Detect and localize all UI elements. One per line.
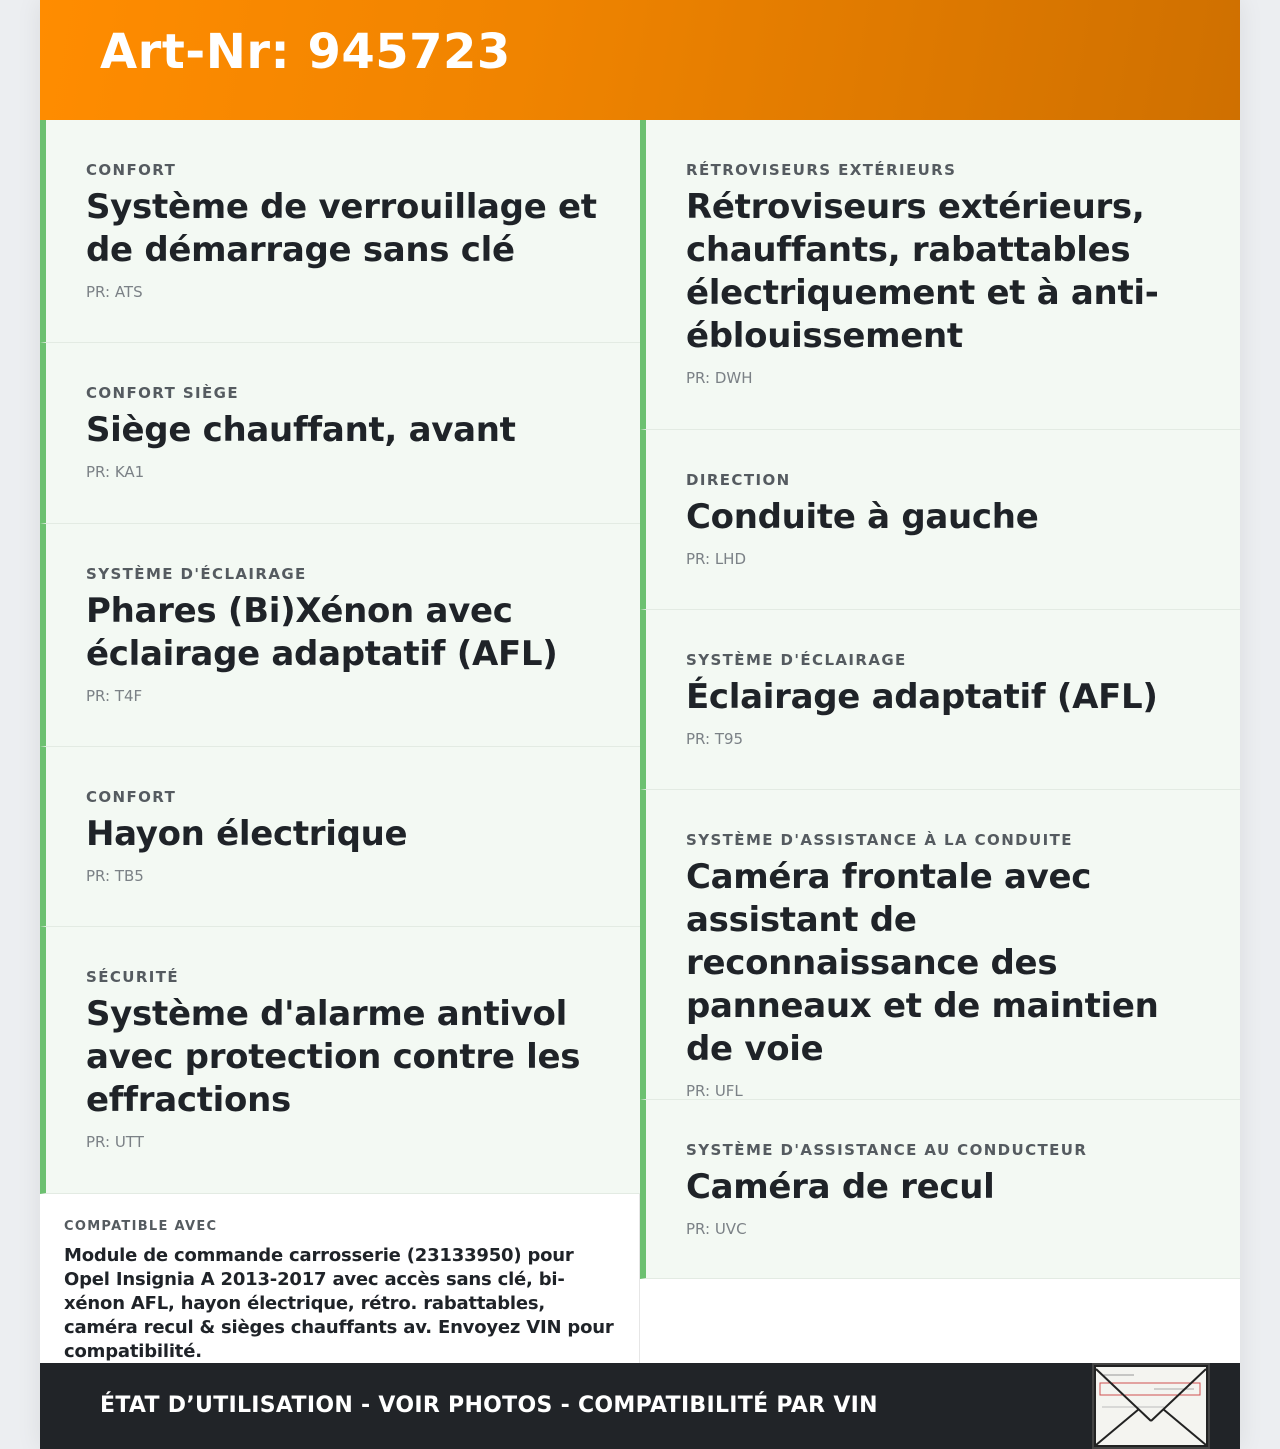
- card-title: Système de verrouillage et de démarrage sans clé: [86, 187, 597, 270]
- card-pr-code: PR: TB5: [86, 867, 144, 885]
- feature-card: [40, 524, 640, 747]
- card-pr-code: PR: UVC: [686, 1220, 747, 1238]
- feature-card: [40, 343, 640, 524]
- card-pr-code: PR: T95: [686, 730, 744, 748]
- card-pr-code: PR: UTT: [86, 1133, 144, 1151]
- feature-card: [640, 430, 1240, 610]
- card-category: SYSTÈME D'ASSISTANCE AU CONDUCTEUR: [686, 1141, 1088, 1159]
- card-category: CONFORT: [86, 161, 177, 179]
- card-title: Éclairage adaptatif (AFL): [686, 677, 1158, 717]
- card-category: CONFORT SIÈGE: [86, 384, 240, 402]
- card-title: Conduite à gauche: [686, 497, 1039, 537]
- card-title: Caméra de recul: [686, 1167, 995, 1207]
- card-category: RÉTROVISEURS EXTÉRIEURS: [686, 161, 957, 179]
- card-category: DIRECTION: [686, 471, 791, 489]
- card-pr-code: PR: T4F: [86, 687, 143, 705]
- envelope-icon: [1094, 1365, 1208, 1447]
- card-title: Système d'alarme antivol avec protection contre les effractions: [86, 994, 581, 1120]
- card-title: Siège chauffant, avant: [86, 410, 516, 450]
- card-pr-code: PR: ATS: [86, 283, 143, 301]
- page: [40, 0, 1240, 1449]
- card-category: SYSTÈME D'ASSISTANCE À LA CONDUITE: [686, 831, 1073, 849]
- feature-card: [40, 120, 640, 343]
- compatibility-box: [40, 1194, 640, 1363]
- card-title: Hayon électrique: [86, 814, 408, 854]
- footer-bar: [40, 1363, 1240, 1449]
- card-category: SYSTÈME D'ÉCLAIRAGE: [686, 651, 907, 669]
- compatibility-label: COMPATIBLE AVEC: [64, 1219, 218, 1234]
- feature-card: [40, 747, 640, 927]
- feature-card: [640, 1100, 1240, 1279]
- feature-card: [640, 120, 1240, 430]
- card-pr-code: PR: DWH: [686, 369, 753, 387]
- card-category: CONFORT: [86, 788, 177, 806]
- card-title: Caméra frontale avec assistant de reconnaissance des panneaux et de maintien de voie: [686, 857, 1159, 1069]
- label-photo-thumbnail: [1092, 1363, 1210, 1449]
- feature-card: [640, 610, 1240, 790]
- card-pr-code: PR: UFL: [686, 1082, 743, 1100]
- feature-card: [40, 927, 640, 1194]
- card-title: Phares (Bi)Xénon avec éclairage adaptatif (AFL): [86, 591, 558, 674]
- card-pr-code: PR: LHD: [686, 550, 747, 568]
- compatibility-text: Module de commande carrosserie (23133950) pour Opel Insignia A 2013-2017 avec accès sans clé, bi-xénon AFL, hayon électrique, rétro. rabattables, caméra recul & sièges chauffants av. Envoyez VIN pour compatibilité.: [64, 1245, 614, 1362]
- card-category: SÉCURITÉ: [86, 968, 180, 986]
- feature-card: [640, 790, 1240, 1100]
- article-number-title: Art-Nr: 945723: [100, 24, 511, 80]
- footer-text: ÉTAT D’UTILISATION - VOIR PHOTOS - COMPATIBILITÉ PAR VIN: [100, 1393, 878, 1418]
- card-category: SYSTÈME D'ÉCLAIRAGE: [86, 565, 307, 583]
- card-title: Rétroviseurs extérieurs, chauffants, rabattables électriquement et à anti-éblouissement: [686, 187, 1159, 356]
- header: [40, 0, 1240, 120]
- card-pr-code: PR: KA1: [86, 463, 145, 481]
